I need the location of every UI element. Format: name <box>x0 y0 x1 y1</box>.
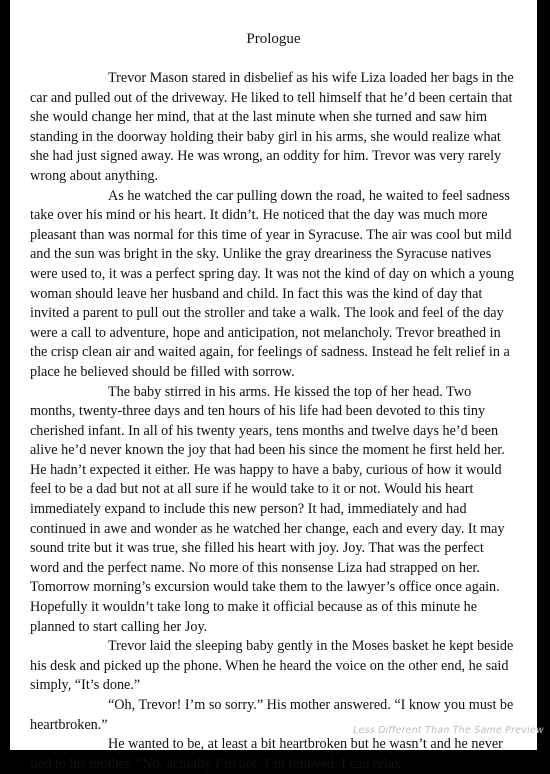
paragraph: The baby stirred in his arms. He kissed the top of her head. Two months, twenty-three days and ten hours of his life had been devoted to this tiny cherished infant. In all of his twenty years, tens months and twelve days he’d been alive he’d never known the joy that had been his since the moment he first held her. He hadn’t expected it either. He was happy to have a baby, curious of how it would feel to be a dad but not at all sure if he would take to it or not. Would his heart immediately expand to include this new person? It had, immediately and had continued in awe and wonder as he watched her change, each and every day. It may sound trite but it was true, she filled his heart with joy. Joy. That was the perfect word and the perfect name. No more of this nonsense Liza had strapped on her. Tomorrow morning’s excursion would take them to the lawyer’s office once again. Hopefully it wouldn’t take long to make it official because as of this minute he planned to start calling her Joy. <box>30 383 505 635</box>
paragraph: Trevor Mason stared in disbelief as his wife Liza loaded her bags in the car and pulled out of the driveway. He liked to tell himself that he’d been certain that she would change her mind, that at the last minute when she turned and saw him standing in the doorway holding their baby girl in his arms, she would realize what she had just signed away. He was wrong, an oddity for him. Trevor was very rarely wrong about anything. <box>30 70 514 184</box>
paragraph: As he watched the car pulling down the road, he waited to feel sadness take over his mind or his heart. It didn’t. He noticed that the day was much more pleasant than was normal for this time of year in Syracuse. The air was cool but mild and the sun was bright in the sky. Unlike the gray dreariness the Syracuse natives were used to, it was a perfect spring day. It was not the kind of day on which a young woman should leave her husband and child. In fact this was the kind of day that invited a parent to pull out the stroller and take a walk. The look and feel of the day were a call to adventure, hope and anticipation, not melancholy. Trevor breathed in the crisp clean air and waited again, for feelings of sadness. Instead he felt relief in a place he believed should be filled with sorrow. <box>30 187 515 380</box>
book-page <box>10 0 537 772</box>
paragraph: He wanted to be, at least a bit heartbroken but he wasn’t and he never lied to his mother. “No, actually I’m not. I’m relieved. I can relax <box>30 736 503 772</box>
paragraph: “Oh, Trevor! I’m so sorry.” His mother answered. “I know you must be heartbroken.” <box>30 697 514 733</box>
chapter-body <box>30 69 516 774</box>
paragraph: Trevor laid the sleeping baby gently in the Moses basket he kept beside his desk and picked up the phone. When he heard the voice on the other end, he said simply, “It’s done.” <box>30 638 514 694</box>
preview-watermark: Less Different Than The Same Preview <box>353 725 544 736</box>
chapter-title: Prologue <box>246 31 301 47</box>
